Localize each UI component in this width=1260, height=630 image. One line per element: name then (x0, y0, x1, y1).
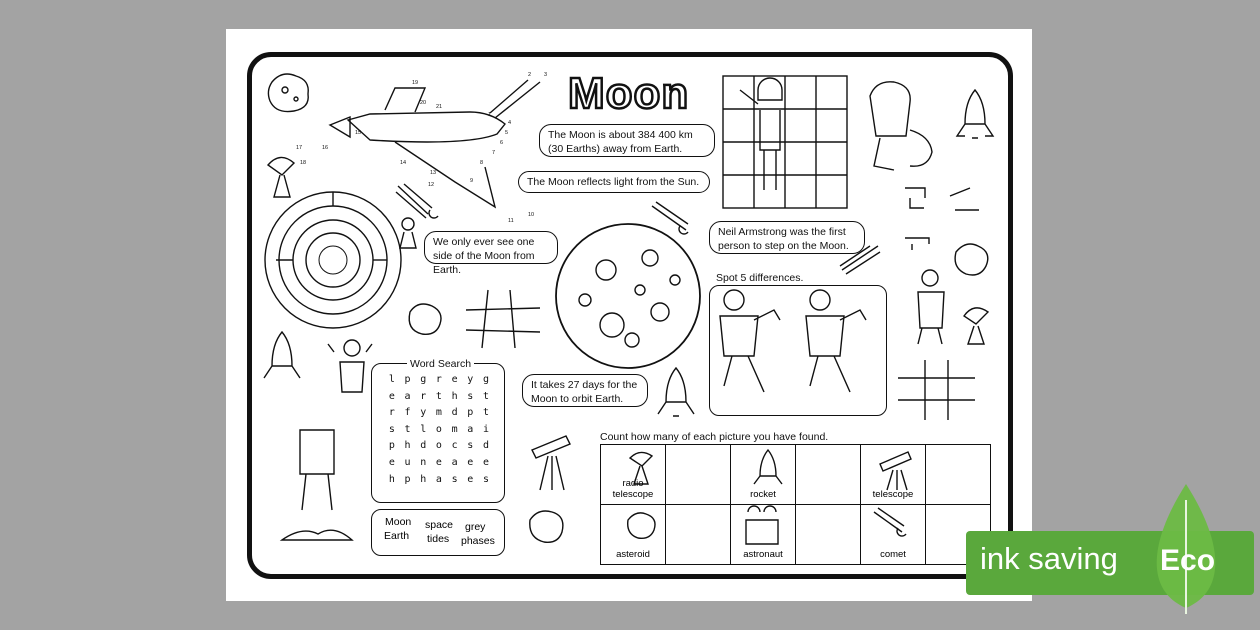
count-answer-cell[interactable] (666, 505, 731, 565)
dot-number: 4 (508, 120, 512, 126)
dot-number: 21 (436, 104, 443, 110)
dot-number: 13 (430, 170, 437, 176)
word-search-letter[interactable]: l (420, 423, 427, 435)
count-answer-cell[interactable] (666, 445, 731, 505)
count-label: telescope (872, 489, 914, 500)
word-search-letter[interactable]: m (451, 423, 458, 435)
word-search-letter[interactable]: a (467, 423, 474, 435)
comet-icon (840, 246, 880, 274)
word-search-letter[interactable]: a (451, 456, 458, 468)
count-cell-rocket (731, 445, 796, 505)
asteroid-icon (268, 74, 308, 112)
word-search-grid (384, 374, 494, 490)
word-search-letter[interactable]: h (404, 440, 411, 452)
word-search-letter[interactable]: s (451, 473, 458, 485)
word-search-letter[interactable]: o (435, 440, 442, 452)
count-label: comet (880, 549, 906, 560)
word-search-letter[interactable]: g (482, 374, 489, 385)
comet-icon (652, 202, 688, 234)
count-label: radio telescope (612, 478, 654, 500)
word-list-item: grey (465, 521, 486, 533)
word-search-letter[interactable]: r (420, 390, 427, 402)
word-search-letter[interactable]: g (420, 374, 427, 385)
word-search-letter[interactable]: h (420, 473, 427, 485)
word-search-letter[interactable]: t (482, 390, 489, 402)
dot-number: 8 (480, 160, 484, 166)
word-search-title: Word Search (407, 358, 474, 370)
word-list-item: space (425, 519, 454, 531)
word-search-letter[interactable]: d (420, 440, 427, 452)
fact-bubble-distance: The Moon is about 384 400 km (30 Earths) away from Earth. (539, 124, 715, 157)
radio-telescope-icon (268, 157, 294, 197)
word-search-letter[interactable]: p (388, 440, 395, 452)
dot-number: 14 (400, 160, 407, 166)
word-search-letter[interactable]: a (404, 390, 411, 402)
dot-number: 15 (355, 130, 362, 136)
astronaut-icon (918, 270, 944, 344)
word-search-letter[interactable]: c (451, 440, 458, 452)
word-search-letter[interactable]: y (420, 407, 427, 419)
dot-number: 20 (420, 100, 427, 106)
dot-number: 9 (470, 178, 474, 184)
word-search-letter[interactable]: s (467, 390, 474, 402)
tic-tac-toe-grid (898, 360, 975, 420)
dot-number: 6 (500, 140, 504, 146)
eco-label: Eco (1160, 544, 1216, 577)
word-search-letter[interactable]: e (388, 390, 395, 402)
word-search-letter[interactable]: h (388, 473, 395, 485)
moon-illustration (556, 224, 700, 368)
spot-differences-box (709, 285, 887, 416)
asteroid-icon (955, 244, 988, 275)
count-cell-radio-telescope (601, 445, 666, 505)
word-search-letter[interactable]: y (467, 374, 474, 385)
word-search-letter[interactable]: t (482, 407, 489, 419)
word-search-letter[interactable]: s (482, 473, 489, 485)
word-search-letter[interactable]: d (482, 440, 489, 452)
word-search-letter[interactable]: t (435, 390, 442, 402)
count-label: asteroid (616, 549, 650, 560)
comet-icon (396, 184, 438, 218)
word-search-letter[interactable]: o (435, 423, 442, 435)
lunar-lander-dot-to-dot (282, 430, 352, 540)
count-table (600, 444, 991, 565)
word-search-letter[interactable]: s (388, 423, 395, 435)
word-search-letter[interactable]: s (467, 440, 474, 452)
fact-bubble-one-side: We only ever see one side of the Moon from Earth. (424, 231, 558, 264)
word-search-letter[interactable]: e (388, 456, 395, 468)
word-list-item: Moon (385, 516, 412, 528)
word-search-letter[interactable]: e (451, 374, 458, 385)
rocket-icon (264, 332, 300, 378)
count-cell-asteroid (601, 505, 666, 565)
count-cell-comet (861, 505, 926, 565)
dot-number: 1 (488, 112, 492, 118)
spot-differences-title: Spot 5 differences. (716, 272, 804, 284)
count-label: rocket (750, 489, 776, 500)
dot-number: 5 (505, 130, 509, 136)
word-search-letter[interactable]: h (451, 390, 458, 402)
dot-number: 3 (544, 72, 548, 78)
word-search-letter[interactable]: p (467, 407, 474, 419)
page-title: Moon (568, 69, 690, 118)
astronaut-icon (328, 340, 372, 392)
dot-number: 17 (296, 145, 303, 151)
fact-bubble-reflects: The Moon reflects light from the Sun. (518, 171, 710, 193)
astronaut-icon (400, 218, 416, 248)
astronaut-dot-to-dot (870, 82, 932, 170)
telescope-icon (532, 436, 570, 490)
space-shuttle-icon (330, 80, 540, 207)
word-search-letter[interactable]: t (404, 423, 411, 435)
dot-number: 2 (528, 72, 532, 78)
fact-bubble-orbit: It takes 27 days for the Moon to orbit Earth. (522, 374, 648, 407)
word-search-letter[interactable]: u (404, 456, 411, 468)
maze (265, 192, 401, 328)
count-label: astronaut (743, 549, 783, 560)
word-search-letter[interactable]: n (420, 456, 427, 468)
word-search-letter[interactable]: f (404, 407, 411, 419)
word-list-item: phases (461, 535, 495, 547)
word-search-letter[interactable]: m (435, 407, 442, 419)
count-answer-cell[interactable] (796, 445, 861, 505)
word-list-item: tides (427, 533, 450, 545)
word-search-letter[interactable]: l (388, 374, 395, 385)
grid-drawing-activity (723, 76, 847, 208)
count-cell-telescope (861, 445, 926, 505)
word-search-letter[interactable]: e (467, 473, 474, 485)
radio-telescope-icon (964, 308, 988, 344)
word-list-item: Earth (384, 530, 410, 542)
asteroid-icon (530, 511, 563, 542)
word-search-letter[interactable]: r (388, 407, 395, 419)
word-search-letter[interactable]: e (467, 456, 474, 468)
word-search-letter[interactable]: e (482, 456, 489, 468)
dot-number: 7 (492, 150, 496, 156)
word-search-letter[interactable]: e (435, 456, 442, 468)
tic-tac-toe-grid (466, 290, 540, 348)
dot-number: 16 (322, 145, 329, 151)
word-search-letter[interactable]: p (404, 473, 411, 485)
word-search-letter[interactable]: p (404, 374, 411, 385)
word-search-letter[interactable]: i (482, 423, 489, 435)
word-search-letter[interactable]: d (451, 407, 458, 419)
count-instruction: Count how many of each picture you have found. (600, 431, 829, 443)
count-answer-cell[interactable] (796, 505, 861, 565)
dot-number: 12 (428, 182, 435, 188)
dot-number: 11 (508, 218, 514, 224)
dot-number: 18 (300, 160, 307, 166)
rocket-icon (658, 368, 694, 416)
asteroid-icon (409, 304, 441, 334)
dot-number: 19 (412, 80, 419, 86)
fact-bubble-armstrong: Neil Armstrong was the first person to step on the Moon. (709, 221, 865, 254)
word-search-letter[interactable]: a (435, 473, 442, 485)
count-answer-cell[interactable] (926, 445, 991, 505)
dot-number: 10 (528, 212, 535, 218)
rocket-icon (957, 90, 993, 138)
count-cell-astronaut (731, 505, 796, 565)
word-search-letter[interactable]: r (435, 374, 442, 385)
ink-saving-label: ink saving (980, 541, 1118, 576)
